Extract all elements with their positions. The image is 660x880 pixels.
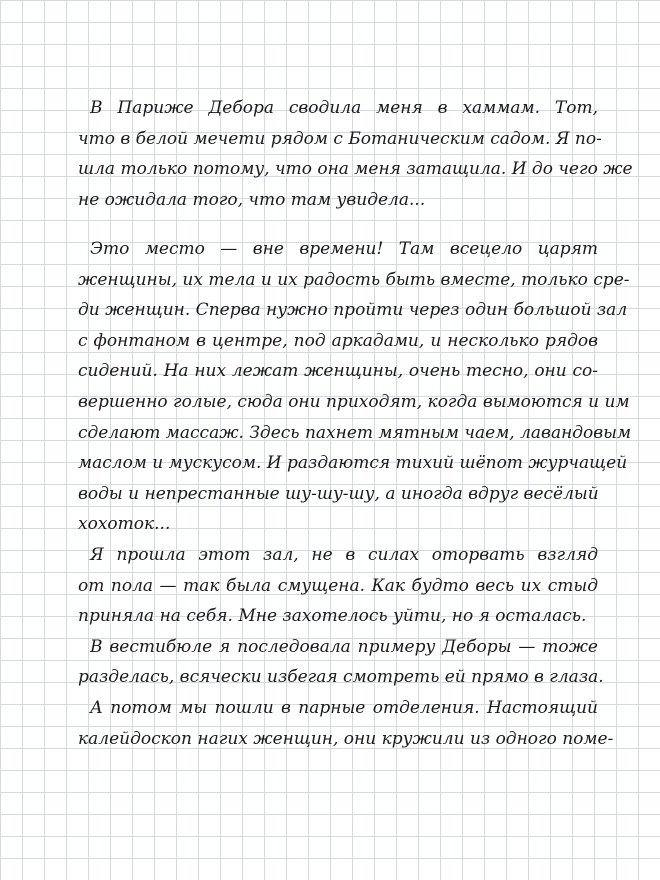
text-line: ди женщин. Сперва нужно пройти через один большой зал [78, 300, 628, 321]
text-line: вершенно голые, сюда они приходят, когда вымоются и им [78, 391, 630, 412]
text-line: В вестибюле я последовала примеру Деборы — тоже [90, 636, 598, 657]
text-line: с фонтаном в центре, под аркадами, и несколько рядов [78, 330, 598, 351]
text-line: женщины, их тела и их радость быть вместе, только сре- [78, 269, 630, 290]
text-line: от пола — так была смущена. Как будто весь их стыд [78, 575, 598, 596]
text-line: воды и непрестанные шу-шу-шу, а иногда вдруг весёлый [78, 483, 599, 504]
text-line: что в белой мечети рядом с Ботаническим садом. Я по- [78, 128, 602, 149]
text-line: хохоток... [78, 514, 171, 535]
text-line: калейдоскоп нагих женщин, они кружили из одного поме- [78, 728, 614, 749]
text-line: маслом и мускусом. И раздаются тихий шёпот журчащей [78, 453, 628, 474]
text-line: разделась, всячески избегая смотреть ей прямо в глаза. [78, 667, 604, 688]
text-line: Я прошла этот зал, не в силах оторвать взгляд [90, 544, 598, 565]
text-line: В Париже Дебора сводила меня в хаммам. Тот, [90, 98, 598, 118]
text-line: шла только потому, что она меня затащила. И до чего же [78, 159, 633, 180]
text-line: сделают массаж. Здесь пахнет мятным чаем, лавандовым [78, 422, 632, 443]
text-line: приняла на себя. Мне захотелось уйти, но я осталась. [78, 606, 587, 627]
text-line: А потом мы пошли в парные отделения. Настоящий [90, 697, 598, 718]
text-line: не ожидала того, что там увидела... [78, 189, 426, 210]
text-line: Это место — вне времени! Там всецело царят [90, 239, 598, 259]
paragraph-main [78, 234, 632, 754]
paragraph-intro [78, 93, 633, 215]
text-line: сидений. На них лежат женщины, очень тесно, они со- [78, 361, 598, 382]
